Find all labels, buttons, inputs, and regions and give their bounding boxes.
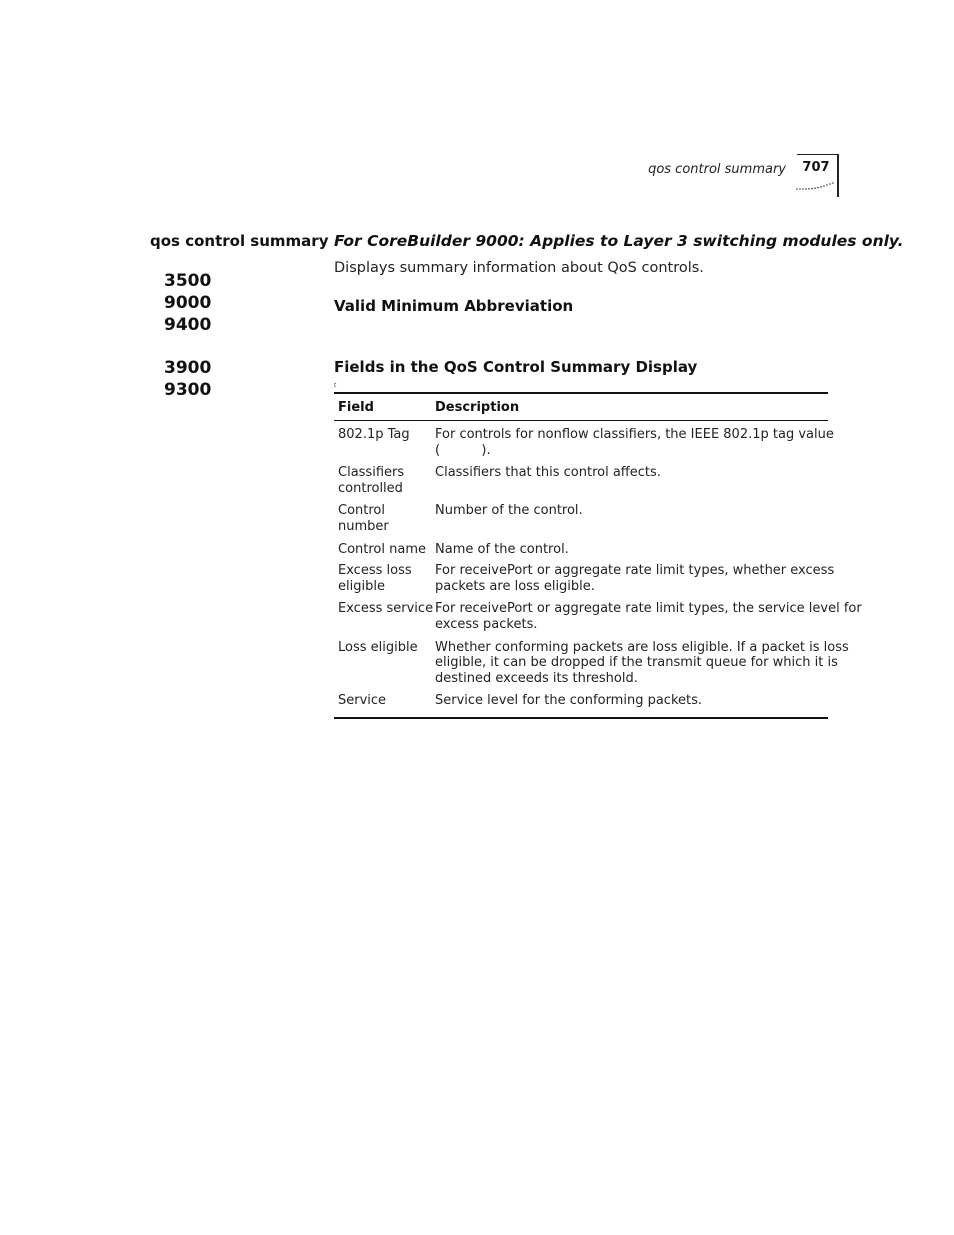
table-row [334, 535, 828, 558]
description-text-line: Classifiers that this control affects. [435, 465, 661, 481]
command-description: Displays summary information about QoS controls. [334, 260, 704, 276]
fields-heading: Fields in the QoS Control Summary Display [334, 358, 698, 376]
description-text-line: Service level for the conforming packets. [435, 693, 703, 709]
field-text-line: Excess service [338, 601, 434, 617]
field-text-line: Classifiers [338, 465, 405, 481]
column-header-field: Field [338, 399, 374, 415]
table-bottom-rule [334, 717, 828, 719]
field-cell [334, 465, 435, 496]
table-row [334, 594, 862, 632]
description-cell [435, 693, 828, 709]
field-text-line: number [338, 518, 389, 534]
platform-group-2 [164, 357, 211, 401]
field-text-line: Loss eligible [338, 639, 418, 655]
field-text-line: eligible [338, 578, 385, 594]
platform-number: 3500 [164, 271, 212, 291]
column-header-description: Description [435, 399, 520, 415]
field-cell [334, 503, 435, 534]
header-dotted-arc [796, 181, 836, 191]
description-cell [435, 639, 849, 687]
description-cell [435, 465, 828, 496]
platform-number: 3900 [164, 358, 212, 378]
running-header-title: qos control summary [648, 162, 786, 177]
field-cell [334, 693, 435, 709]
platform-group-1 [164, 270, 211, 336]
fields-table [334, 392, 862, 719]
description-cell [435, 427, 834, 458]
field-cell [334, 427, 435, 458]
field-cell [334, 601, 435, 632]
valid-abbreviation-heading: Valid Minimum Abbreviation [334, 297, 574, 315]
field-text-line: Service [338, 693, 387, 709]
header-rule-top [797, 154, 838, 155]
description-text-line: excess packets. [435, 616, 538, 632]
field-cell [334, 640, 435, 687]
field-text-line: Control [338, 503, 385, 519]
table-header-row [334, 394, 828, 420]
description-text-line: For receivePort or aggregate rate limit types, the service level for [435, 601, 862, 617]
description-cell [435, 563, 835, 594]
description-text-line: Name of the control. [435, 541, 569, 557]
description-text-line: Number of the control. [435, 503, 583, 519]
description-text-line: ( ). [435, 442, 491, 458]
table-row [334, 421, 834, 458]
field-cell [334, 542, 435, 558]
description-text-line: packets are loss eligible. [435, 578, 595, 594]
table-row [334, 557, 835, 594]
description-text-line: eligible, it can be dropped if the transmit queue for which it is [435, 655, 838, 671]
header-rule-vertical [837, 154, 839, 197]
table-row [334, 458, 828, 496]
description-cell [435, 601, 862, 632]
field-text-line: 802.1p Tag [338, 427, 410, 442]
description-text-line: Whether conforming packets are loss eligible. If a packet is loss [435, 639, 849, 655]
table-row [334, 633, 849, 687]
description-text-line: For controls for nonflow classifiers, the IEEE 802.1p tag value [435, 427, 834, 442]
stray-mark: t [334, 382, 337, 389]
field-cell [334, 563, 435, 594]
table-body [334, 421, 862, 717]
command-title: qos control summary [150, 232, 329, 250]
description-text-line: For receivePort or aggregate rate limit types, whether excess [435, 563, 835, 579]
field-text-line: controlled [338, 480, 403, 496]
platform-number: 9300 [164, 380, 212, 400]
description-cell [435, 542, 828, 558]
description-text-line: destined exceeds its threshold. [435, 670, 638, 686]
description-cell [435, 503, 828, 534]
table-row [334, 496, 828, 534]
applies-note: For CoreBuilder 9000: Applies to Layer 3 switching modules only. [334, 232, 904, 250]
field-text-line: Control name [338, 541, 426, 557]
field-text-line: Excess loss [338, 563, 412, 579]
page-number: 707 [802, 160, 830, 175]
platform-number: 9400 [164, 315, 212, 335]
platform-number: 9000 [164, 293, 212, 313]
table-row [334, 686, 828, 717]
